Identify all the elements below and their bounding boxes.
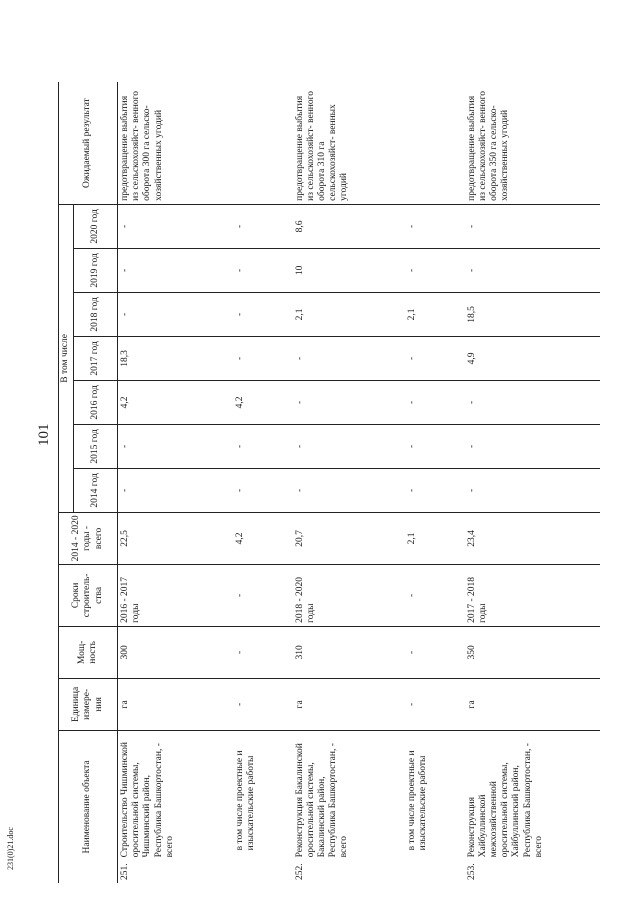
object-name: в том числе проектные и изыскательские работы [233, 730, 293, 860]
table-row [293, 82, 405, 883]
table-row [233, 82, 293, 883]
year-cell: - [118, 248, 233, 292]
terms-cell: 2018 - 2020 годы [293, 564, 405, 626]
col-header-unit: Единица измере- ния [59, 678, 118, 730]
year-cell: - [293, 380, 405, 424]
total-cell: 23,4 [465, 512, 600, 564]
year-cell: - [405, 380, 465, 424]
col-header-terms: Сроки строитель- ства [59, 564, 118, 626]
year-cell: - [405, 468, 465, 512]
row-number: 253. [466, 863, 477, 880]
year-cell: - [118, 468, 233, 512]
year-cell: - [293, 468, 405, 512]
total-cell: 2,1 [405, 512, 465, 564]
result-cell: предотвращение выбытия из сельскохозяйст- венного оборота 350 га сельско- хозяйственных угодий [466, 90, 511, 201]
col-header-year: 2017 год [74, 336, 118, 380]
year-cell: - [405, 248, 465, 292]
capacity-cell: 350 [465, 626, 600, 678]
col-header-year: 2020 год [74, 204, 118, 248]
capacity-cell: 300 [118, 626, 233, 678]
col-header-year: 2019 год [74, 248, 118, 292]
year-cell: - [405, 336, 465, 380]
capacity-cell: 310 [293, 626, 405, 678]
terms-cell: 2017 - 2018 годы [465, 564, 600, 626]
capacity-cell: - [405, 626, 465, 678]
year-cell: - [118, 424, 233, 468]
year-cell: 18,3 [118, 336, 233, 380]
object-name: Реконструкция Бакалинской оросительной системы, Бакалинский район, Республика Башкортостан, - всего [293, 730, 405, 860]
page-number: 101 [36, 423, 52, 446]
total-cell: 4,2 [233, 512, 293, 564]
unit-cell: - [405, 678, 465, 730]
unit-cell: га [118, 678, 233, 730]
year-cell: - [233, 336, 293, 380]
object-name: Реконструкция Хайбуллинской межхозяйственной оросительной системы, Хайбуллинский район, Республика Башкортостан, - всего [465, 730, 600, 860]
year-cell: - [233, 248, 293, 292]
year-cell: 8,6 [293, 204, 405, 248]
year-cell: 4,2 [118, 380, 233, 424]
year-cell: 4,9 [465, 336, 600, 380]
year-cell: - [233, 204, 293, 248]
year-cell: - [293, 424, 405, 468]
row-number: 252. [294, 863, 305, 880]
total-cell: 22,5 [118, 512, 233, 564]
col-header-including: В том числе [59, 204, 74, 512]
col-header-name: Наименование объекта [59, 730, 118, 883]
year-cell: - [118, 204, 233, 248]
year-cell: - [465, 468, 600, 512]
row-number: 251. [120, 863, 130, 880]
year-cell: - [233, 468, 293, 512]
header-row-1 [59, 82, 74, 883]
object-name: в том числе проектные и изыскательские работы [405, 730, 465, 860]
year-cell: - [465, 424, 600, 468]
result-cell [405, 82, 465, 204]
year-cell: 2,1 [405, 292, 465, 336]
year-cell: - [465, 248, 600, 292]
result-cell: предотвращение выбытия из сельскохозяйст- венного оборота 300 га сельско- хозяйственных угодий [120, 90, 164, 201]
year-cell: 2,1 [293, 292, 405, 336]
investment-table [58, 82, 600, 883]
col-header-year: 2014 год [74, 468, 118, 512]
table-row [465, 82, 600, 883]
col-header-year: 2018 год [74, 292, 118, 336]
col-header-year: 2016 год [74, 380, 118, 424]
object-name: Строительство Чишминской оросительной системы, Чишминский район, Республика Башкортостан, - всего [118, 730, 233, 860]
year-cell: - [465, 380, 600, 424]
year-cell: 18,5 [465, 292, 600, 336]
col-header-capacity: Мощ- ность [59, 626, 118, 678]
year-cell: - [405, 424, 465, 468]
col-header-year: 2015 год [74, 424, 118, 468]
unit-cell: га [293, 678, 405, 730]
col-header-total: 2014 - 2020 годы - всего [59, 512, 118, 564]
total-cell: 20,7 [293, 512, 405, 564]
terms-cell: 2016 - 2017 годы [118, 564, 233, 626]
col-header-result: Ожидаемый результат [59, 82, 118, 204]
year-cell: 10 [293, 248, 405, 292]
result-cell: предотвращение выбытия из сельскохозяйст- венного оборота 310 га сельскохозяйст- венных угодий [294, 90, 350, 201]
year-cell: - [465, 204, 600, 248]
table-row [405, 82, 465, 883]
unit-cell: га [465, 678, 600, 730]
year-cell: - [118, 292, 233, 336]
year-cell: 4,2 [233, 380, 293, 424]
year-cell: - [233, 292, 293, 336]
table-row [118, 82, 233, 883]
result-cell [233, 82, 293, 204]
capacity-cell: - [233, 626, 293, 678]
unit-cell: - [233, 678, 293, 730]
terms-cell: - [233, 564, 293, 626]
terms-cell: - [405, 564, 465, 626]
doc-code: 231(0)21.doc [6, 827, 15, 870]
year-cell: - [293, 336, 405, 380]
row-number [233, 860, 293, 883]
year-cell: - [405, 204, 465, 248]
year-cell: - [233, 424, 293, 468]
row-number [405, 860, 465, 883]
